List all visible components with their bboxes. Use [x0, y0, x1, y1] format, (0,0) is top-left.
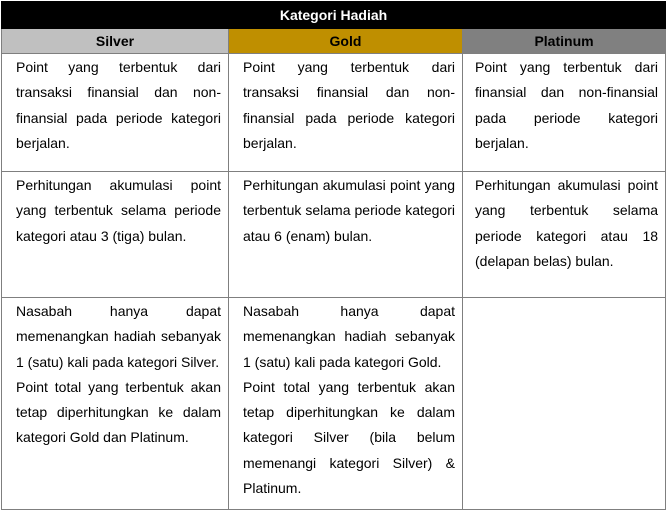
reward-table — [1, 1, 666, 510]
cell-text: Point yang terbentuk dari transaksi finansial dan non-finansial pada periode kategori berjalan. — [243, 59, 455, 151]
title-row — [2, 2, 666, 29]
cell-platinum-win-limit — [463, 298, 666, 510]
cell-text: Nasabah hanya dapat memenangkan hadiah sebanyak 1 (satu) kali pada kategori Gold. — [243, 303, 455, 370]
cell-text: Point total yang terbentuk akan tetap diperhitungkan ke dalam kategori Silver (bila belum memenangi kategori Silver) & Platinum. — [243, 378, 455, 497]
cell-text: Perhitungan akumulasi point yang terbentuk selama periode kategori atau 6 (enam) bulan. — [243, 177, 455, 244]
cell-text: Point yang terbentuk dari transaksi finansial dan non-finansial pada periode kategori berjalan. — [16, 59, 221, 151]
reward-category-table — [1, 1, 665, 510]
table-row — [2, 298, 666, 510]
cell-text: Nasabah hanya dapat memenangkan hadiah sebanyak 1 (satu) kali pada kategori Silver. — [16, 303, 221, 370]
cell-text: Point yang terbentuk dari finansial dan non-finansial pada periode kategori berjalan. — [475, 59, 659, 151]
cell-gold-win-limit — [229, 298, 463, 510]
cell-silver-point-source — [2, 54, 229, 172]
cell-gold-accumulation — [229, 172, 463, 298]
cell-platinum-point-source — [463, 54, 666, 172]
cell-gold-point-source — [229, 54, 463, 172]
cell-text: Point total yang terbentuk akan tetap diperhitungkan ke dalam kategori Gold dan Platinum. — [16, 378, 221, 446]
cell-silver-accumulation — [2, 172, 229, 298]
column-header-gold: Gold — [229, 29, 463, 54]
cell-platinum-accumulation — [463, 172, 666, 298]
column-header-silver: Silver — [2, 29, 229, 54]
header-row — [2, 29, 666, 54]
table-row — [2, 54, 666, 172]
table-title: Kategori Hadiah — [2, 2, 666, 29]
cell-silver-win-limit — [2, 298, 229, 510]
column-header-platinum: Platinum — [463, 29, 666, 54]
table-row — [2, 172, 666, 298]
cell-text: Perhitungan akumulasi point yang terbentuk selama periode kategori atau 18 (delapan belas) bulan. — [475, 177, 659, 269]
cell-text: Perhitungan akumulasi point yang terbentuk selama periode kategori atau 3 (tiga) bulan. — [16, 177, 221, 244]
